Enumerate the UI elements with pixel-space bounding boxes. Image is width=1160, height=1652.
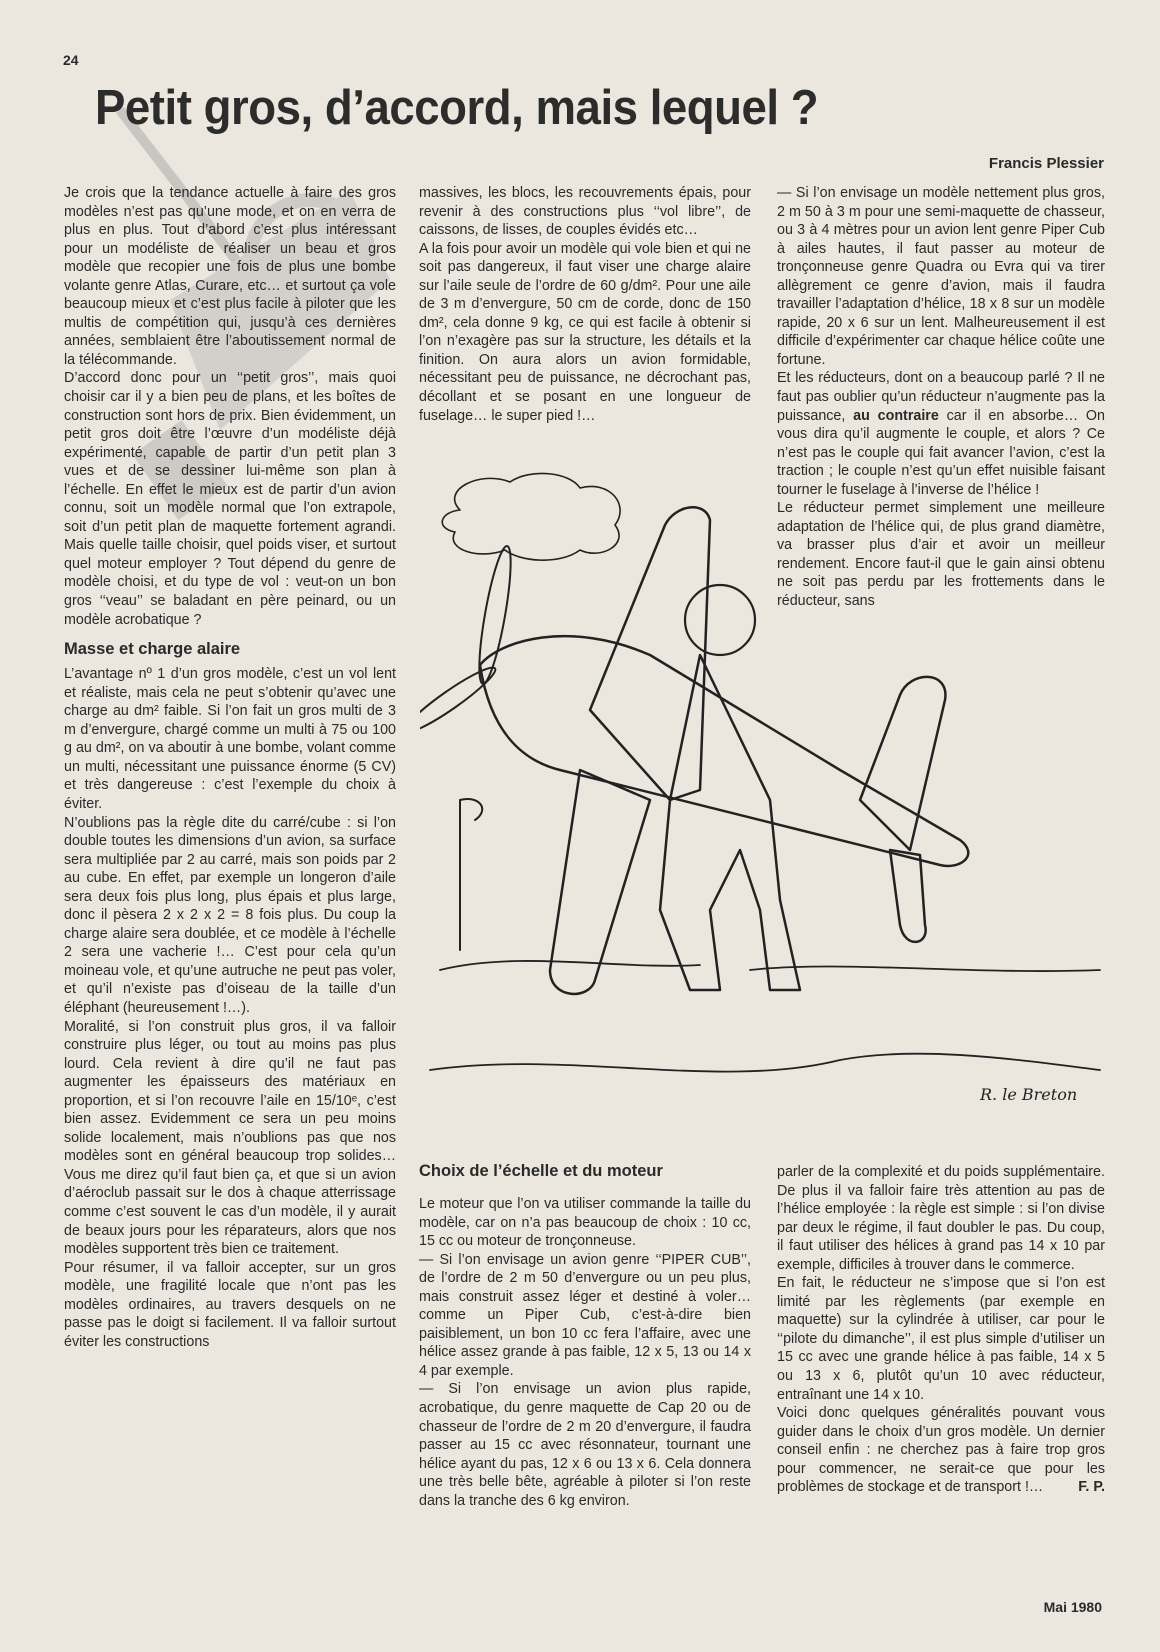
column-2-bottom <box>419 1195 751 1510</box>
paragraph: D’accord donc pour un ‘‘petit gros’’, mais quoi choisir car il y a bien peu de plans, et les boîtes de construction sont hors de prix. Bien évidemment, un petit gros doit être l’œuvre d’un modéliste déjà expérimenté, capable de partir d’un petit plan 3 vues et de se dessiner lui-même son plan à l’échelle. En effet le mieux est de partir d’un avion connu, soit un modèle normal que l’on extrapole, soit d’un petit plan de maquette fortement agrandi. Mais quelle taille choisir, quel poids viser, et surtout quel moteur employer ? Tout dépend du genre de modèle choisi, et du type de vol : veut-on un bon gros ‘‘veau’’ se baladant en père peinard, ou un modèle acrobatique ? <box>64 370 396 628</box>
cartoon-illustration <box>420 470 1110 1150</box>
paragraph: Le moteur que l’on va utiliser commande la taille du modèle, car on n’a pas beaucoup de choix : 10 cc, 15 cc ou moteur de tronçonneuse. <box>419 1196 751 1250</box>
paragraph: massives, les blocs, les recouvrements épais, pour revenir à des constructions plus ‘‘vol libre’’, de caissons, de lisses, de couples évidés etc… <box>419 185 751 239</box>
column-3-bottom <box>777 1163 1105 1497</box>
airplane-fuselage <box>480 636 968 866</box>
cloud <box>442 473 620 560</box>
text: Voici donc quelques généralités pouvant vous guider dans le choix d’un gros modèle. Un dernier conseil enfin : ne cherchez pas à faire trop gros pour commencer, ne serait-ce que pour les problèmes de stockage et de transport !… <box>777 1405 1105 1496</box>
paragraph: Moralité, si l’on construit plus gros, il va falloir construire plus léger, ou tout au moins pas plus lourd. Cela revient à dire qu’il ne faut pas augmenter les épaisseurs des matériaux en proportion, et si l’on recouvre l’aile en 15/10ᵉ, c’est bien assez. Evidemment ce sera un peu moins solide localement, mais n’oublions pas que nos modèles sont en général beaucoup trop solides… Vous me direz qu’il faut bien ça, et que si un avion d’aéroclub passait sur le dos à chaque atterrissage comme c’est souvent le cas d’un modèle, il y aurait de beaux jours pour les réparateurs, alors que nos modèles supportent très bien ce traitement. <box>64 1018 396 1258</box>
illustrator-signature: R. le Breton <box>980 1085 1078 1104</box>
paragraph: Je crois que la tendance actuelle à faire des gros modèles n’est pas qu’une mode, et on en verra de plus en plus. Tout d’abord c’est plus intéressant pour un modéliste de réaliser un beau et gros modèle que recopier une fois de plus une bombe volante genre Atlas, Curare, etc… et surtout ça vole beaucoup mieux et c’est plus facile à piloter que les multis de compétition qui, jusqu’à ces dernières années, semblaient être l’aboutissement normal de la télécommande. <box>64 185 396 368</box>
page-number: 24 <box>63 52 79 68</box>
pilot-body <box>660 655 800 990</box>
section-heading: Masse et charge alaire <box>64 640 241 659</box>
paragraph: — Si l’on envisage un avion plus rapide, acrobatique, du genre maquette de Cap 20 ou de chasseur de l’ordre de 2 m 20 d’envergure, il faudra passer au 15 cc avec résonnateur, tournant une hélice ayant du pas, 12 x 6 ou 13 x 6. Cela donnera une très belle bête, agréable à piloter si l’on reste dans la tranche des 6 kg environ. <box>419 1381 751 1509</box>
section-heading: Choix de l’échelle et du moteur <box>419 1162 663 1180</box>
paragraph <box>777 1404 1105 1497</box>
ground <box>430 961 1100 1072</box>
airplane-wing <box>590 507 710 800</box>
pilot-head <box>685 585 755 655</box>
emphasis: au contraire <box>853 407 939 424</box>
paragraph: En fait, le réducteur ne s’impose que si l’on est limité par les règlements (par exemple en maquette) sur la cylindrée à utiliser, car pour le ‘‘pilote du dimanche’’, il est plus simple d’utiliser un 15 cc avec une grande hélice à pas faible, 14 x 5 ou 13 x 6, plutôt qu’un 10 avec réducteur, entraînant une 14 x 10. <box>777 1275 1105 1403</box>
author-initials: F. P. <box>1078 1479 1105 1496</box>
author-byline: Francis Plessier <box>988 155 1104 172</box>
issue-date: Mai 1980 <box>1043 1599 1102 1615</box>
column-2-top <box>419 184 751 425</box>
paragraph: N’oublions pas la règle dite du carré/cube : si l’on double toutes les dimensions d’un avion, sa surface sera multipliée par 2 au carré, mais son poids par 2 au cube. En effet, par exemple un longeron d’aile sera deux fois plus long, plus épais et plus large, donc il pèsera 2 x 2 x 2 = 8 fois plus. Du coup la charge alaire sera doublée, et ce modèle à l’échelle 2 sera une vacherie !… C’est pour cela qu’un moineau vole, et qu’une autruche ne peut pas voler, et qu’il n’existe pas d’oiseau de la taille d’un éléphant (heureusement !…). <box>64 814 396 1016</box>
paragraph: — Si l’on envisage un avion genre ‘‘PIPER CUB’’, de l’ordre de 2 m 50 d’envergure ou un peu plus, mais construit assez léger et destiné à voler… comme un Piper Cub, c’est-à-dire bien paisiblement, un bon 10 cc fera l’affaire, avec une hélice assez grande à pas faible, 12 x 5, 13 ou 14 x 4 par exemple. <box>419 1251 751 1379</box>
airplane-wing-lower <box>550 770 650 994</box>
text: car il en absorbe… On vous dira qu’il augmente le couple, et alors ? Ce n’est pas le couple qui fait avancer l’avion, c’est la traction ; le couple n’est qu’un effet nuisible faisant tourner le fuselage à l’inverse de l’hélice ! <box>777 407 1105 498</box>
text: Et les réducteurs, dont on a beaucoup parlé ? Il ne faut pas oublier qu’un réducteur n’augmente pas la puissance, <box>777 370 1105 424</box>
column-1 <box>64 184 396 1351</box>
paragraph: parler de la complexité et du poids supplémentaire. De plus il va falloir faire très attention au pas de l’hélice employée : la règle est simple : si l’on divise par deux le régime, il faut doubler le pas. Du coup, il faut utiliser des hélices à grand pas 14 x 10 par exemple, difficiles à trouver dans le commerce. <box>777 1164 1105 1273</box>
paragraph: — Si l’on envisage un modèle nettement plus gros, 2 m 50 à 3 m pour une semi-maquette de chasseur, ou 3 à 4 mètres pour un avion lent genre Piper Cub à ailes hautes, il faut passer au moteur de tronçonneuse genre Quadra ou Evra qui va tirer allègrement ce genre d’avion, mais il faudra travailler l’adaptation d’hélice, 18 x 8 sur un modèle rapide, 20 x 6 sur un lent. Malheureusement il est difficile d’expérimenter car chaque hélice coûte une fortune. <box>777 185 1105 368</box>
article-title: Petit gros, d’accord, mais lequel ? <box>95 81 819 135</box>
paragraph: Pour résumer, il va falloir accepter, sur un gros modèle, une fragilité locale que n’ont pas les modèles ordinaires, au travers desquels on ne passe pas le doigt si facilement. Il va falloir surtout éviter les constructions <box>64 1259 396 1350</box>
paragraph: L’avantage nº 1 d’un gros modèle, c’est un vol lent et réaliste, mais cela ne peut s’obtenir qu’avec une charge au dm² faible. Si l’on fait un gros multi de 3 m d’envergure, chargé comme un multi à 75 ou 100 g au dm², on va aboutir à une bombe, volant comme un multi, nécessitant une puissance énorme (5 CV) et très dangereuse : c’est l’exemple du choix à éviter. <box>64 666 396 812</box>
paragraph: A la fois pour avoir un modèle qui vole bien et qui ne soit pas dangereux, il faut viser une charge alaire sur l’aile seule de l’ordre de 60 g/dm². Pour une aile de 3 m d’envergure, 50 cm de corde, donc de 150 dm², cela donne 9 kg, ce qui est facile à obtenir si l’on n’exagère pas sur la structure, les détails et la finition. On aura alors un avion formidable, nécessitant peu de puissance, ne décrochant pas, décollant et se posant en une longueur de fuselage… le super pied !… <box>419 240 751 424</box>
paragraph: Le réducteur permet simplement une meilleure adaptation de l’hélice qui, de plus grand diamètre, va brasser plus d’air et avoir un meilleur rendement. Encore faut-il que le gain ainsi obtenu ne soit pas perdu par les frottements dans le réducteur, sans <box>777 500 1105 610</box>
windsock-pole <box>460 799 482 950</box>
airplane-tail-lower <box>890 850 926 942</box>
